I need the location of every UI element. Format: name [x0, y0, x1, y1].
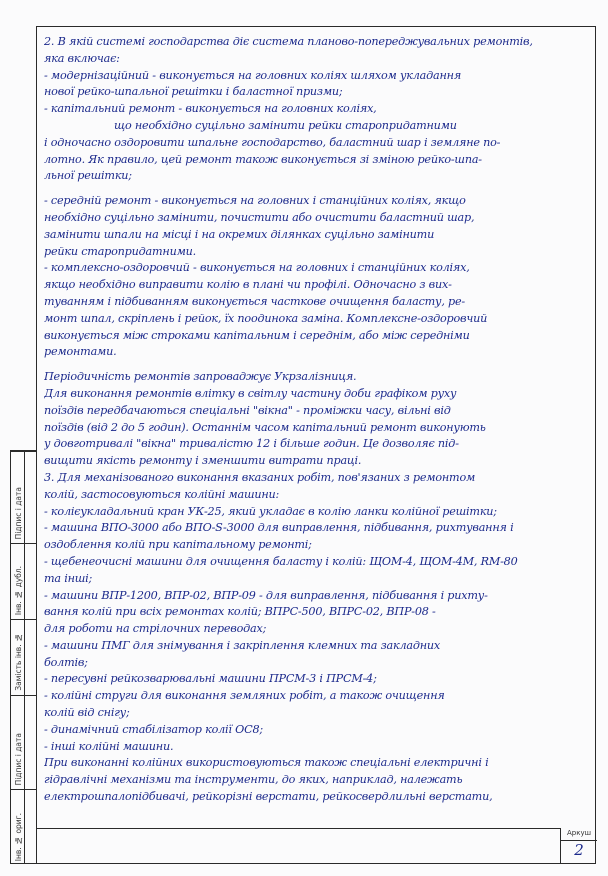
text-line: для роботи на стрiлочних переводах;: [44, 622, 267, 636]
stamp-cell-signature-date-1: [11, 451, 37, 543]
text-line: болтiв;: [44, 655, 88, 669]
text-line: необхiдно суцiльно замiнити, почистити або очистити баластний шар,: [44, 210, 475, 224]
text-line: виконується мiж строками капiтальним i середнiм, або мiж середнiми: [44, 328, 470, 342]
text-line: колiй, застосовуються колiйнi машини:: [44, 487, 280, 501]
text-line: у довготривалi "вiкна" тривалiстю 12 i бiльше годин. Це дозволяє пiд-: [44, 437, 459, 451]
title-block: [560, 828, 596, 864]
text-line: електрошпалопiдбивачi, рейкорiзнi верстати, рейкосвердлильнi верстати,: [44, 790, 493, 804]
stamp-cell-dup-inventory: [11, 543, 37, 619]
stamp-label: Пiдпис i дата: [14, 486, 23, 539]
text-line: 2. В якiй системi господарства дiє система планово-попереджувальних ремонтiв,: [44, 35, 533, 48]
text-line: замiнити шпали на мiсцi i на окремих дiлянках суцiльно замiнити: [44, 227, 435, 241]
text-line: поїздiв (вiд 2 до 5 годин). Останнiм часом капiтальний ремонт виконують: [44, 420, 486, 434]
stamp-label: Iнв. № дубл.: [14, 565, 23, 615]
text-line: льної решiтки;: [44, 169, 132, 183]
text-line: - середнiй ремонт - виконується на головних i станцiйних колiях, якщо: [44, 194, 466, 208]
text-line: - машина ВПО-3000 або ВПО-S-3000 для виправлення, пiдбивання, рихтування i: [44, 521, 514, 535]
text-line: вищити якiсть ремонту i зменшити витрати працi.: [44, 454, 362, 468]
text-line: колiй вiд снiгу;: [44, 706, 130, 720]
text-line: рейки старопридатними.: [44, 244, 197, 258]
text-line: монт шпал, скрiплень i рейок, їх поодинока замiна. Комплексне-оздоровчий: [44, 311, 488, 325]
text-line: нової рейко-шпальної решiтки i баластної призми;: [44, 85, 343, 99]
stamp-label: Iнв. № ориг.: [14, 812, 23, 861]
text-line: При виконаннi колiйних використовуються також спецiальнi електричнi i: [44, 756, 489, 770]
text-line: гiдравлiчнi механiзми та iнструменти, до яких, наприклад, належать: [44, 773, 463, 787]
text-line: - щебенеочиснi машини для очищення баласту i колiй: ЩОМ-4, ЩОМ-4М, RM-80: [44, 554, 518, 568]
text-line: - колiйнi струги для виконання земляних робiт, а також очищення: [44, 689, 445, 703]
text-line: - машини ВПР-1200, ВПР-02, ВПР-09 - для виправлення, пiдбивання i рихту-: [44, 588, 488, 602]
text-line: та iншi;: [44, 571, 93, 585]
binding-stamp: [10, 450, 36, 864]
text-line: ремонтами.: [44, 345, 117, 359]
handwritten-body: [44, 34, 586, 806]
text-line: вання колiй при всiх ремонтах колiй; ВПРС-500, ВПРС-02, ВПР-08 -: [44, 605, 436, 619]
text-line: - комплексно-оздоровчий - виконується на головних i станцiйних колiях,: [44, 261, 470, 275]
stamp-cell-signature-date-2: [11, 695, 37, 789]
text-line: Для виконання ремонтiв влiтку в свiтлу частину доби графiком руху: [44, 386, 457, 400]
sheet-label: Аркуш: [566, 829, 591, 837]
text-line: що необхiдно суцiльно замiнити рейки старопридатними: [114, 118, 457, 132]
text-line: - пересувнi рейкозварювальнi машини ПРСМ-3 i ПРСМ-4;: [44, 672, 377, 686]
stamp-label: Замiсть iнв. №: [14, 633, 23, 691]
text-line: яка включає:: [44, 51, 120, 65]
text-line: - машини ПМГ для знiмування i закрiплення клемних та закладних: [44, 638, 441, 652]
text-line: - динамiчний стабiлiзатор колiї ОС8;: [44, 722, 263, 736]
stamp-cell-orig-inventory: [11, 789, 37, 865]
text-line: лотно. Як правило, цей ремонт також виконується зі зміною рейко-шпа-: [44, 152, 482, 166]
text-line: поїздiв передбачаються спецiальнi "вiкна" - промiжки часу, вiльнi вiд: [44, 403, 451, 417]
title-block-rule: [36, 828, 560, 829]
text-line: i одночасно оздоровити шпальне господарство, баластний шар i земляне по-: [44, 135, 501, 149]
text-line: - капiтальний ремонт - виконується на головних колiях,: [44, 102, 377, 116]
text-line: - колiєукладальний кран УК-25, який укладає в колiю ланки колiйної решiтки;: [44, 504, 497, 518]
text-line: оздоблення колiй при капiтальному ремонтi;: [44, 538, 312, 552]
text-line: 3. Для механiзованого виконання вказаних робiт, пов'язаних з ремонтом: [44, 470, 476, 484]
text-line: - iншi колiйнi машини.: [44, 739, 174, 753]
text-line: туванням i пiдбиванням виконується часткове очищення баласту, ре-: [44, 294, 466, 308]
text-line: якщо необхiдно виправити колiю в планi чи профiлi. Одночасно з вих-: [44, 278, 452, 292]
stamp-label: Пiдпис i дата: [14, 732, 23, 785]
text-line: Перiодичнiсть ремонтiв запроваджує Укрзалiзниця.: [44, 370, 357, 384]
text-line: - модернiзацiйний - виконується на головних колiях шляхом укладання: [44, 68, 462, 82]
sheet-number: 2: [574, 841, 584, 859]
stamp-cell-replace-inventory: [11, 619, 37, 695]
